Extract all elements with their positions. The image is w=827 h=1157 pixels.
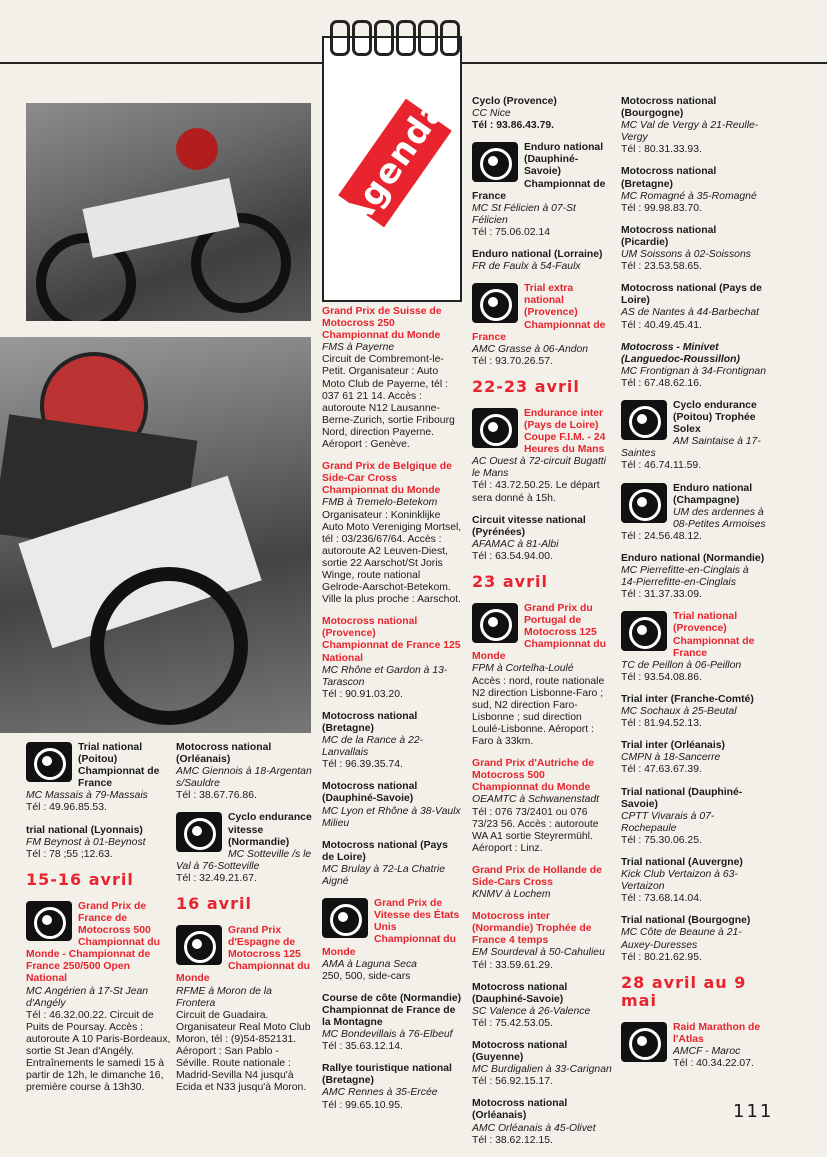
motorcycle-photo-top — [26, 103, 311, 321]
event-organizer: MC Val de Vergy à 21-Reulle-Vergy — [621, 120, 759, 144]
event-title: Cyclo (Provence) — [472, 96, 557, 107]
event — [472, 515, 612, 563]
agenda-title: Agenda — [335, 89, 455, 237]
event — [472, 142, 612, 239]
column-5 — [621, 96, 766, 1080]
event-title: Motocross national (Orléanais) — [176, 742, 272, 766]
event — [621, 342, 766, 390]
column-2 — [176, 742, 314, 1104]
event-title: Trial national (Bourgogne) — [621, 915, 751, 927]
event-organizer: MC de la Rance à 22-Lanvallais — [322, 735, 424, 759]
grand-prix-logo-icon — [176, 925, 222, 965]
event-title: Motocross national (Pays de Loire) — [322, 839, 448, 863]
event — [472, 283, 612, 368]
enduro-logo-icon — [472, 142, 518, 182]
event-phone: Tél : 80.31.33.93. — [621, 144, 702, 156]
event — [621, 694, 766, 730]
event-details: Circuit de Combremont-le-Petit. Organisateur : Auto Moto Club de Payerne, tél : 037 61 21 14. Accès : autoroute N12 Lausanne-Berne-Zurich, sortie Fribourg Nord, direction Payerne. Aéroport : Genève. — [322, 354, 455, 451]
page-number: 111 — [733, 1101, 774, 1122]
event-organizer: UM des ardennes à 08-Petites Armoises — [673, 506, 766, 530]
event — [621, 483, 766, 543]
event — [26, 742, 171, 815]
event-organizer: AMCF - Maroc — [673, 1045, 741, 1057]
event-subtitle: Championnat de France — [78, 766, 160, 790]
motorcycle-photo-main — [0, 337, 311, 733]
event — [621, 283, 766, 331]
event — [621, 740, 766, 776]
event-organizer: MC Sochaux à 25-Beutal — [621, 706, 737, 718]
event-details: Organisateur : Koninklijke Auto Moto Vereniging Mortsel, tél : 03/236/67/64. Accès : autoroute A2 Leuven-Diest, sortie 22 Aarschot/St Joris Winge, route national Gelrode-Aarschot-Betekom. Ville la plus proche : Aarschot. — [322, 509, 462, 606]
event-title: Cyclo endurance (Poitou) Trophée Solex — [673, 399, 757, 436]
event-organizer: AFAMAC à 81-Albi — [472, 538, 559, 550]
event-phone: Tél : 38.62.12.15. — [472, 1134, 553, 1146]
event-details: Accès : nord, route nationale N2 direction Lisbonne-Faro ; sud, N2 direction Faro-Lisbonne ; sud direction Loulé-Lisbonne. Aéroport : Faro à 33km. — [472, 675, 605, 748]
event-organizer: MC Sotteville /s le Val à 76-Sotteville — [176, 848, 312, 872]
event — [472, 758, 612, 855]
event-title: Motocross - Minivet (Languedoc-Roussillon) — [621, 341, 740, 365]
event — [176, 925, 314, 1094]
event — [322, 711, 462, 771]
event-title: Motocross national (Picardie) — [621, 224, 717, 248]
event-organizer: MC Massais à 79-Massais — [26, 790, 148, 802]
event-phone: Tél : 33.59.61.29. — [472, 959, 553, 971]
event-phone: Tél : 31.37.33.09. — [621, 589, 702, 601]
event-subtitle: Championnat du Monde - Championnat de France 250/500 Open National — [26, 937, 160, 985]
event-subtitle: Championnat du Monde — [472, 782, 591, 794]
event-title: Cyclo endurance vitesse (Normandie) — [228, 812, 312, 848]
event-title: Trial national (Poitou) — [78, 742, 143, 766]
event — [472, 249, 612, 273]
event-organizer: RFME à Moron de la Frontera — [176, 985, 272, 1009]
spiral-ring-icon — [418, 20, 438, 56]
event — [472, 1098, 612, 1146]
event-phone: Tél : 38.67.76.86. — [176, 790, 257, 802]
event — [472, 408, 612, 505]
event-organizer: FM Beynost à 01-Beynost — [26, 836, 146, 848]
event-phone: Tél : 73.68.14.04. — [621, 893, 702, 905]
event-phone: Tél : 75.42.53.05. — [472, 1017, 553, 1029]
event-organizer: TC de Peillon à 06-Peillon — [621, 659, 742, 671]
event-organizer: MC Frontignan à 34-Frontignan — [621, 365, 766, 377]
event-organizer: AMC Grasse à 06-Andon — [472, 343, 589, 355]
cyclo-logo-icon — [621, 400, 667, 440]
event-phone: Tél : 93.54.08.86. — [621, 671, 702, 683]
event-title: Motocross national (Guyenne) — [472, 1040, 568, 1064]
event-title: Grand Prix d'Espagne de Motocross 125 — [228, 925, 301, 961]
event-subtitle: Championnat du Monde — [322, 330, 441, 342]
event — [322, 993, 462, 1053]
column-1 — [26, 742, 171, 1104]
event-title: Trial extra national (Provence) Championnat de France — [472, 283, 606, 343]
cyclo-logo-icon — [176, 812, 222, 852]
event-phone: Tél : 47.63.67.39. — [621, 764, 702, 776]
date-heading: 22-23 avril — [472, 376, 580, 396]
event-details: Tél : 43.72.50.25. Le départ sera donné à 15h. — [472, 480, 600, 504]
event-organizer: MC St Félicien à 07-St Félicien — [472, 202, 576, 226]
event — [472, 982, 612, 1030]
event-phone: Tél : 99.98.83.70. — [621, 202, 702, 214]
event-organizer: Kick Club Vertaizon à 63-Vertaizon — [621, 869, 738, 893]
event-phone: Tél : 40.34.22.07. — [673, 1058, 754, 1069]
event-organizer: FMS à Payerne — [322, 342, 395, 354]
event — [472, 1040, 612, 1088]
event — [472, 865, 612, 901]
date-heading: 15-16 avril — [26, 869, 134, 889]
event-organizer: FPM à Cortelha-Loulé — [472, 663, 574, 675]
event-organizer: SC Valence à 26-Valence — [472, 1005, 591, 1017]
grand-prix-logo-icon — [472, 603, 518, 643]
event-phone: Tél : 90.91.03.20. — [322, 688, 403, 700]
event-title: Grand Prix d'Autriche de Motocross 500 — [472, 758, 594, 782]
event-organizer: AMC Giennois à 18-Argentan s/Sauldre — [176, 766, 312, 790]
event-phone: Tél : 35.63.12.14. — [322, 1041, 403, 1053]
event-organizer: MC Bondevillais à 76-Elbeuf — [322, 1029, 453, 1041]
event-phone: Tél : 81.94.52.13. — [621, 718, 702, 730]
event-classes: 250, 500, side-cars — [322, 970, 411, 982]
event — [322, 1063, 462, 1111]
event — [322, 306, 462, 451]
event-title: Motocross national (Bretagne) — [621, 166, 717, 190]
event — [621, 225, 766, 273]
event — [322, 461, 462, 606]
event-title: Motocross national (Dauphiné-Savoie) — [322, 781, 418, 805]
event-phone: Tél : 75.06.02.14 — [472, 226, 550, 238]
endurance-logo-icon — [472, 408, 518, 448]
raid-logo-icon — [621, 1022, 667, 1062]
event-title: Grand Prix de Hollande de Side-Cars Cross — [472, 864, 602, 888]
event — [621, 857, 766, 905]
event-subtitle: Championnat du Monde — [472, 639, 606, 663]
event — [322, 616, 462, 701]
event — [621, 553, 766, 601]
event-title: Trial national (Provence) Championnat de France — [673, 611, 755, 659]
event-details: Circuit de Guadaira. Organisateur Real Moto Club Moron, tél : (9)54-852131. Aéroport : San Pablo - Séville. Route nationale : Madrid-Sevilla N4 jusqu'à Ecida et N33 jusqu'à Moron. — [176, 1009, 311, 1094]
event-title: Enduro national (Lorraine) — [472, 249, 603, 261]
event-title: Enduro national (Champagne) — [673, 482, 753, 506]
event-phone: Tél : 56.92.15.17. — [472, 1076, 553, 1088]
event-phone: Tél : 23.53.58.65. — [621, 261, 702, 273]
event — [621, 166, 766, 214]
trial-logo-icon — [26, 742, 72, 782]
event-organizer: FMB à Tremelo-Betekom — [322, 497, 438, 509]
enduro-logo-icon — [621, 483, 667, 523]
event-subtitle: Championnat de France 125 National — [322, 640, 461, 664]
event-organizer: MC Angérien à 17-St Jean d'Angély — [26, 985, 149, 1009]
event-phone: Tél : 40.49.45.41. — [621, 319, 702, 331]
event — [621, 611, 766, 684]
event-title: Grand Prix de Vitesse des États Unis — [374, 898, 460, 934]
event-title: Circuit vitesse national (Pyrénées) — [472, 514, 586, 538]
event-phone: Tél : 49.96.85.53. — [26, 802, 107, 814]
event-subtitle: Championnat du Monde — [322, 934, 456, 958]
event-phone: Tél : 46.74.11.59. — [621, 460, 702, 472]
event-organizer: KNMV à Lochem — [472, 889, 551, 901]
event-phone: Tél : 93.70.26.57. — [472, 355, 553, 367]
event-organizer: CPTT Vivarais à 07-Rochepaule — [621, 810, 715, 834]
event — [322, 840, 462, 888]
event-phone: Tél : 24.56.48.12. — [621, 530, 702, 542]
event-organizer: MC Brulay à 72-La Chatrie Aigné — [322, 863, 446, 888]
event-title: Trial national (Auvergne) — [621, 856, 743, 868]
spiral-ring-icon — [396, 20, 416, 56]
event — [26, 901, 171, 1095]
spiral-ring-icon — [374, 20, 394, 56]
event-phone: Tél : 67.48.62.16. — [621, 377, 702, 389]
event-title: Grand Prix du Portugal de Motocross 125 — [524, 603, 597, 639]
event-organizer: AS de Nantes à 44-Barbechat — [621, 307, 760, 319]
event-title: Enduro national (Dauphiné-Savoie) Championnat de France — [472, 142, 606, 202]
event-subtitle: Championnat du Monde — [322, 485, 441, 497]
event-subtitle: Championnat du Monde — [176, 961, 310, 985]
event-organizer: FR de Faulx à 54-Faulx — [472, 261, 581, 273]
event-phone: Tél : 93.86.43.79. — [472, 120, 555, 132]
event — [322, 898, 462, 983]
spiral-ring-icon — [440, 20, 460, 56]
grand-prix-logo-icon — [322, 898, 368, 938]
event-title: Trial national (Dauphiné-Savoie) — [621, 786, 743, 810]
spiral-ring-icon — [330, 20, 350, 56]
event-title: Motocross inter (Normandie) Trophée de France 4 temps — [472, 911, 592, 947]
trial-logo-icon — [621, 611, 667, 651]
event-title: Trial inter (Orléanais) — [621, 740, 725, 752]
event-title: Trial inter (Franche-Comté) — [621, 693, 754, 705]
event — [472, 911, 612, 971]
event-title: Endurance inter (Pays de Loire) Coupe F.I.M. - 24 Heures du Mans — [524, 407, 606, 456]
event-organizer: MC Lyon et Rhône à 38-Vaulx Milieu — [322, 805, 461, 829]
grand-prix-logo-icon — [26, 901, 72, 941]
event-phone: Tél : 32.49.21.67. — [176, 872, 257, 884]
date-heading: 23 avril — [472, 572, 548, 591]
event-organizer: MC Romagné à 35-Romagné — [621, 190, 757, 202]
agenda-notepad — [322, 20, 460, 303]
event — [621, 96, 766, 156]
event-organizer: OEAMTC à Schwanenstadt — [472, 794, 600, 806]
event-organizer: AMC Rennes à 35-Ercée — [322, 1087, 438, 1099]
event-organizer: CC Nice — [472, 108, 511, 120]
column-4 — [472, 96, 612, 1157]
event-details: Tél : 46.32.00.22. Circuit de Puits de Poursay. Accès : autoroute A 10 Paris-Bordeaux, sortie St Jean d'Angély. Entraînements le samedi 15 à partir de 12h, le dimanche 16, première course à 13h30. — [26, 1009, 171, 1094]
spiral-ring-icon — [352, 20, 372, 56]
event-title: Grand Prix de France de Motocross 500 — [78, 900, 151, 937]
trial-logo-icon — [472, 283, 518, 323]
event-organizer: AMC Orléanais à 45-Olivet — [472, 1122, 596, 1134]
event-phone: Tél : 80.21.62.95. — [621, 951, 702, 963]
event — [176, 742, 314, 802]
event — [322, 781, 462, 829]
event-organizer: MC Burdigalien à 33-Carignan — [472, 1064, 612, 1076]
event-organizer: AC Ouest à 72-circuit Bugatti le Mans — [472, 456, 606, 480]
column-3 — [322, 306, 462, 1122]
event-title: Motocross national (Bretagne) — [322, 710, 418, 734]
event-title: Enduro national (Normandie) — [621, 553, 765, 564]
event — [621, 915, 766, 963]
event-title: Motocross national (Dauphiné-Savoie) — [472, 981, 568, 1005]
event-phone: Tél : 63.54.94.00. — [472, 550, 553, 562]
event-organizer: EM Sourdeval à 50-Cahulieu — [472, 947, 605, 959]
event-organizer: CMPN à 18-Sancerre — [621, 752, 721, 764]
event-organizer: AM Saintaise à 17-Saintes — [621, 436, 761, 460]
event-title: Motocross national (Orléanais) — [472, 1098, 568, 1122]
event — [621, 400, 766, 473]
event — [621, 787, 766, 847]
event-phone: Tél : 99.65.10.95. — [322, 1099, 403, 1111]
event-title: Rallye touristique national (Bretagne) — [322, 1063, 452, 1087]
event-title: Motocross national (Provence) — [322, 616, 418, 640]
date-heading: 16 avril — [176, 894, 252, 914]
event-title: trial national (Lyonnais) — [26, 824, 143, 836]
event — [472, 96, 612, 132]
event — [176, 812, 314, 885]
event-organizer: MC Pierrefitte-en-Cinglais à 14-Pierrefitte-en-Cinglais — [621, 565, 749, 589]
date-heading: 28 avril au 9 mai — [621, 972, 747, 1010]
event — [26, 825, 171, 861]
event-phone: Tél : 75.30.06.25. — [621, 834, 702, 846]
event-phone: Tél : 78 ;55 ;12.63. — [26, 848, 113, 860]
event-title: Raid Marathon de l'Atlas — [673, 1021, 761, 1045]
event-title: Grand Prix de Suisse de Motocross 250 — [322, 306, 442, 330]
event — [621, 1022, 766, 1070]
event-title: Motocross national (Bourgogne) — [621, 96, 717, 120]
event-organizer: MC Rhône et Gardon à 13-Tarascon — [322, 664, 448, 688]
event — [472, 603, 612, 748]
event-organizer: UM Soissons à 02-Soissons — [621, 249, 751, 261]
event-phone: Tél : 96.39.35.74. — [322, 759, 403, 771]
event-organizer: AMA à Laguna Seca — [322, 958, 417, 970]
event-details: Tél : 076 73/2401 ou 076 73/23 56. Accès : autoroute WA A1 sortie Steyrermühl. Aéroport : Linz. — [472, 806, 599, 854]
event-title: Grand Prix de Belgique de Side-Car Cross — [322, 461, 452, 485]
event-title: Course de côte (Normandie) Championnat de France de la Montagne — [322, 992, 462, 1028]
event-title: Motocross national (Pays de Loire) — [621, 283, 762, 307]
event-organizer: MC Côte de Beaune à 21-Auxey-Duresses — [621, 927, 742, 951]
